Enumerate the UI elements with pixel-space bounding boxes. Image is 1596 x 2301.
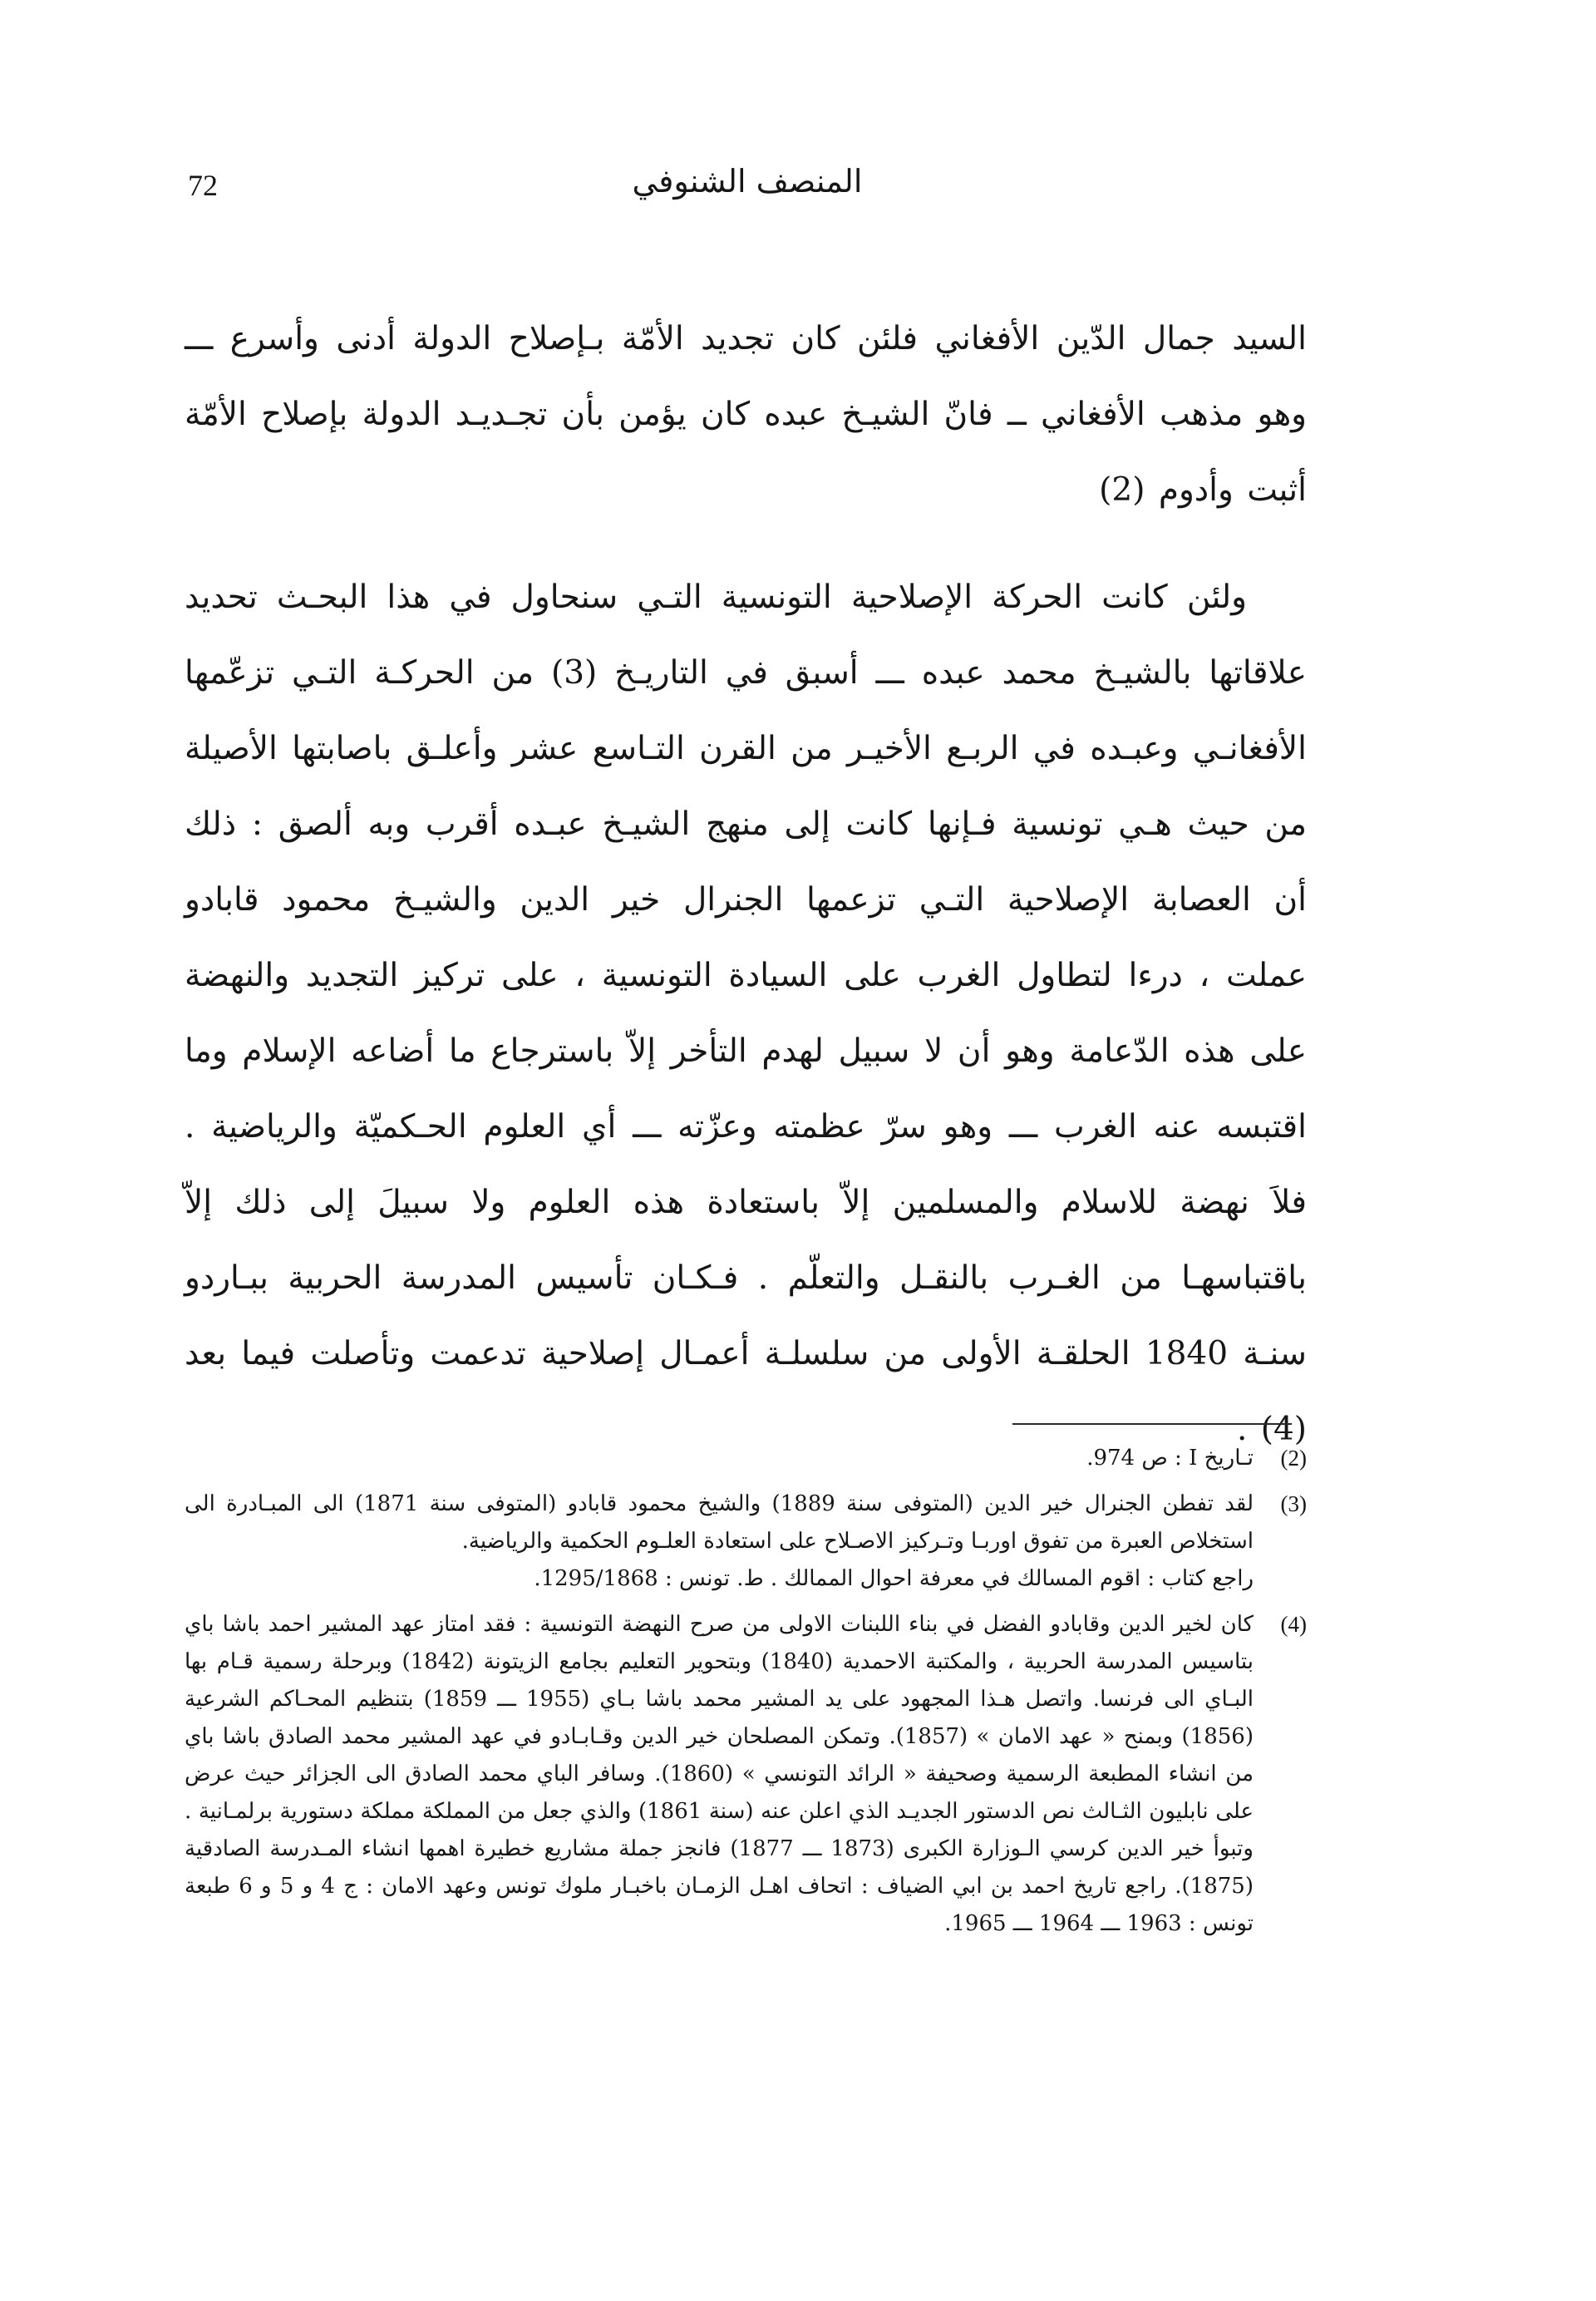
footnote-line: راجع كتاب : اقوم المسالك في معرفة احوال الممالك . ط. تونس : 1295/1868. (534, 1566, 1254, 1591)
running-title: المنصف الشنوفي (632, 163, 863, 200)
footnote-text (185, 1606, 1254, 1943)
footnote-separator (1012, 1423, 1292, 1425)
page-number: 72 (188, 169, 218, 202)
footnote-line: كان لخير الدين وقابادو الفضل في بناء اللبنات الاولى من صرح النهضة التونسية : فقد امتاز عهد المشير احمد باشا باي بتاسيس المدرسة الحربية ، والمكتبة الاحمدية (1840) وبتحوير التعليم بجامع الزيتونة (1842) وبرحلة رسمية قـام بها البـاي الى فرنسا. واتصل هـذا المجهود على يد المشير محمد باشا بـاي (1955 ـــ 1859) بتنظيم المحـاكم الشرعية (1856) وبمنح « عهد الامان » (1857). وتمكن المصلحان خير الدين وقـابـادو في عهد المشير محمد الصادق باشا باي من انشاء المطبعة الرسمية وصحيفة « الرائد التونسي » (1860). وسافر الباي محمد الصادق الى الجزائر حيث عرض على نابليون الثـالث نص الدستور الجديـد الذي اعلن عنه (سنة 1861) والذي جعل من المملكة مملكة دستورية برلمـانية . وتبوأ خير الدين كرسي الـوزارة الكبرى (1873 ـــ 1877) فانجز جملة مشاريع خطيرة اهمها انشاء المـدرسة الصادقية (1875). راجع تاريخ احمد بن ابي الضياف : اتحاف اهـل الزمـان باخبـار ملوك تونس وعهد الامان : ج 4 و 5 و 6 طبعة تونس : 1963 ـــ 1964 ـــ 1965. (185, 1612, 1254, 1936)
footnote (185, 1486, 1307, 1598)
footnote-number: (3) (1280, 1491, 1307, 1516)
footnote-line: لقد تفطن الجنرال خير الدين (المتوفى سنة 1889) والشيخ محمود قابادو (المتوفى سنة 1871) الى المبـادرة الى استخلاص العبرة من تفوق اوربـا وتـركيز الاصـلاح على استعادة العلـوم الحكمية والرياضية. (185, 1491, 1254, 1554)
paragraph: ولئن كانت الحركة الإصلاحية التونسية التـي سنحاول في هذا البحـث تحديد علاقاتها بالشيـخ محمد عبده ـــ أسبق في التاريـخ (3) من الحركـة التـي تزعّمها الأفغانـي وعبـده في الربـع الأخيـر من القرن التـاسع عشر وأعلـق باصابتها الأصيلة من حيث هـي تونسية فـإنها كانت إلى منهج الشيـخ عبـده أقرب وبه ألصق : ذلك أن العصابة الإصلاحية التـي تزعمها الجنرال خير الدين والشيـخ محمود قابادو عملت ، درءا لتطاول الغرب على السيادة التونسية ، على تركيز التجديد والنهضة على هذه الدّعامة وهو أن لا سبيل لهدم التأخر إلاّ باسترجاع ما أضاعه الإسلام وما اقتبسه عنه الغرب ـــ وهو سرّ عظمته وعزّته ـــ أي العلوم الحـكميّة والرياضية . فلاَ نهضة للاسلام والمسلمين إلاّ باستعادة هذه العلوم ولا سبيلَ إلى ذلك إلاّ باقتباسهـا من الغـرب بالنقـل والتعلّم . فـكـان تأسيس المدرسة الحربية ببـاردو سنـة 1840 الحلقـة الأولى من سلسلـة أعمـال إصلاحية تدعمت وتأصلت فيما بعد (4) . (185, 579, 1308, 1448)
footnote-text (185, 1440, 1254, 1477)
footnote-number: (4) (1280, 1612, 1307, 1637)
paragraph: السيد جمال الدّين الأفغاني فلئن كان تجديد الأمّة بـإصلاح الدولة أدنى وأسرع ـــ وهو مذهب الأفغاني ــ فانّ الشيـخ عبده كان يؤمن بأن تجـديـد الدولة بإصلاح الأمّة أثبت وأدوم (2) (185, 320, 1307, 509)
footnote-line: تـاريخ I : ص 974. (1086, 1446, 1254, 1471)
footnotes (185, 1440, 1307, 1951)
footnote-number: (2) (1280, 1446, 1307, 1471)
footnote (185, 1440, 1307, 1477)
main-text (185, 301, 1307, 1499)
page-header (188, 163, 1307, 221)
footnote-text (185, 1486, 1254, 1598)
footnote (185, 1606, 1307, 1943)
